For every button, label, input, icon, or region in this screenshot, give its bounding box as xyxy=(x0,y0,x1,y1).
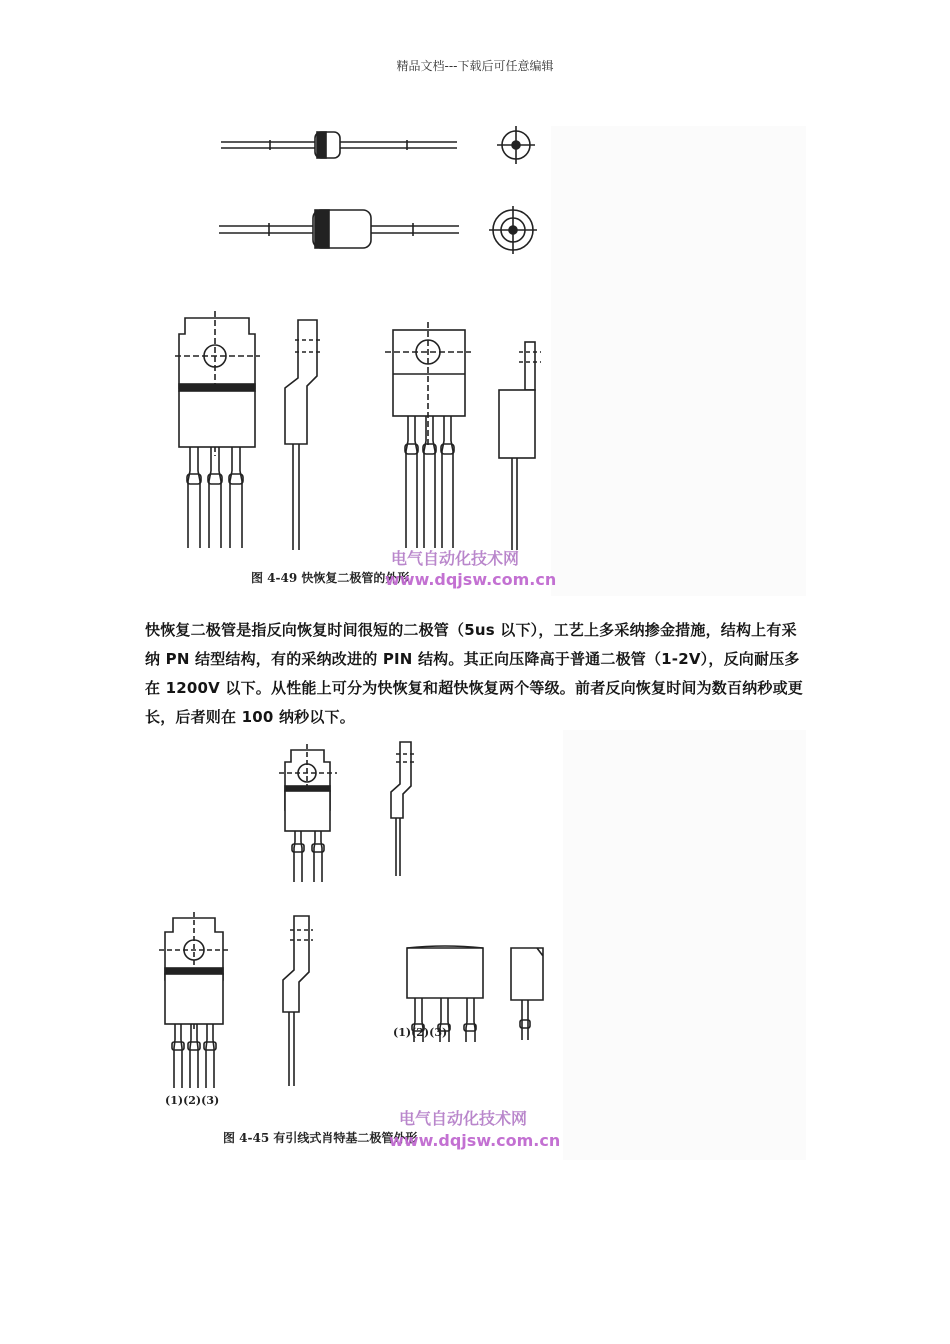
page-header: 精品文档---下载后可任意编辑 xyxy=(396,59,554,73)
schottky-diode-drawing xyxy=(145,730,806,1160)
fast-recovery-diode-drawing xyxy=(145,126,806,596)
figure1-watermark-cn: 电气自动化技术网 xyxy=(391,549,520,568)
body-paragraph: 快恢复二极管是指反向恢复时间很短的二极管（5us 以下），工艺上多采纳掺金措施，结构上有采纳 PN 结型结构，有的采纳改进的 PIN 结构。其正向压降高于普通二极管（1-2V），反向耐压多在 1200V 以下。从性能上可分为快恢复和超快恢复两个等级。前者反向恢复时间为数百纳秒或更长，后者则在 100 纳秒以下。 xyxy=(145,621,804,726)
figure2-watermark-cn: 电气自动化技术网 xyxy=(399,1109,528,1128)
figure-schottky-diodes xyxy=(145,730,806,1160)
figure1-caption: 图 4-49 快恢复二极管的外形 xyxy=(251,571,410,585)
pin-labels-left: (1)(2)(3) xyxy=(165,1094,220,1107)
figure1-watermark-url: www.dqjsw.com.cn xyxy=(385,570,557,589)
figure2-caption: 图 4-45 有引线式肖特基二极管外形 xyxy=(223,1131,418,1145)
figure2-watermark-url: www.dqjsw.com.cn xyxy=(389,1131,561,1150)
pin-labels-right: (1)(2)(3) xyxy=(393,1026,448,1039)
figure-fast-recovery-diodes xyxy=(145,126,806,596)
